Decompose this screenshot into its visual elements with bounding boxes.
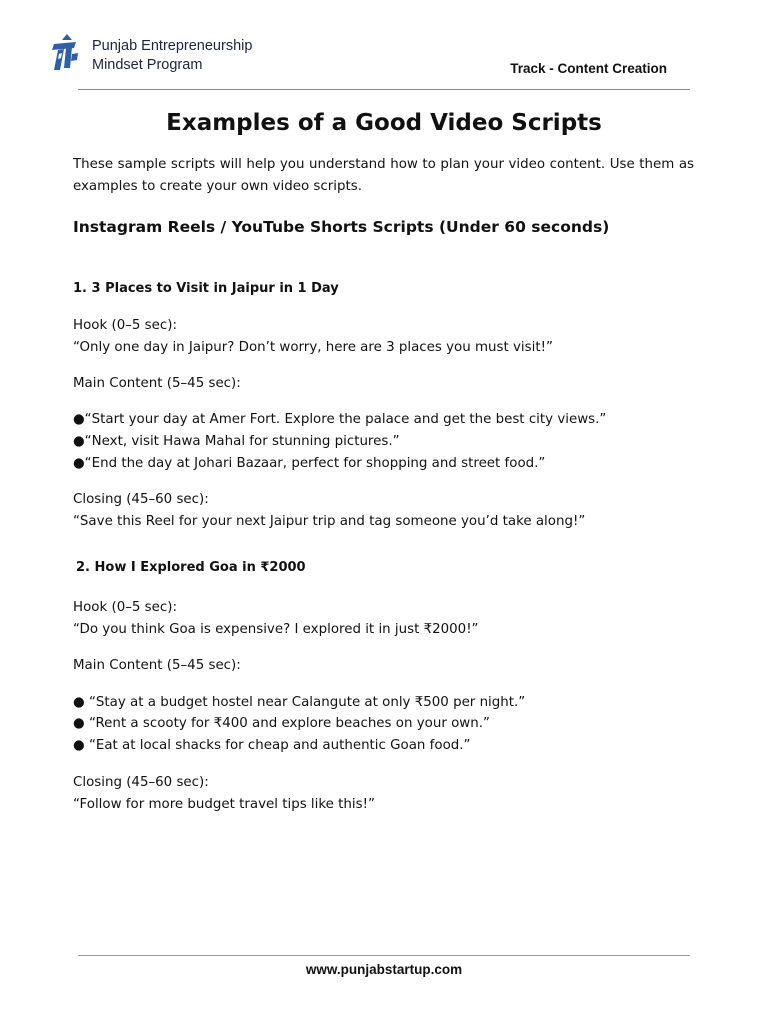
page-header — [0, 0, 768, 96]
bullet-item: ● “Rent a scooty for ₹400 and explore beaches on your own.” — [73, 716, 490, 731]
hook-label: Hook (0–5 sec): — [73, 318, 177, 333]
main-content-label: Main Content (5–45 sec): — [73, 658, 241, 673]
bullet-item: ● “Stay at a budget hostel near Calangute at only ₹500 per night.” — [73, 695, 526, 710]
track-label: Track - Content Creation — [510, 61, 667, 76]
section-heading: Instagram Reels / YouTube Shorts Scripts (Under 60 seconds) — [73, 218, 610, 236]
page-title: Examples of a Good Video Scripts — [166, 110, 602, 136]
bullet-item: ●“Start your day at Amer Fort. Explore the palace and get the best city views.” — [73, 412, 607, 427]
rocket-logo-icon — [50, 34, 80, 70]
main-content-label: Main Content (5–45 sec): — [73, 376, 241, 391]
footer-url[interactable]: www.punjabstartup.com — [305, 962, 463, 977]
org-name-line2: Mindset Program — [92, 57, 203, 73]
bullet-item: ●“End the day at Johari Bazaar, perfect for shopping and street food.” — [73, 456, 546, 471]
footer-divider — [78, 955, 690, 956]
hook-text: “Do you think Goa is expensive? I explored it in just ₹2000!” — [73, 622, 479, 637]
closing-text: “Save this Reel for your next Jaipur trip and tag someone you’d take along!” — [73, 514, 586, 529]
org-name-line1: Punjab Entrepreneurship — [92, 38, 253, 54]
bullet-item: ●“Next, visit Hawa Mahal for stunning pictures.” — [73, 434, 400, 449]
hook-label: Hook (0–5 sec): — [73, 600, 177, 615]
example-title: 1. 3 Places to Visit in Jaipur in 1 Day — [73, 281, 339, 296]
intro-paragraph: These sample scripts will help you understand how to plan your video content. Use them as examples to create your own video scripts. — [73, 157, 694, 194]
header-divider — [78, 89, 690, 90]
closing-text: “Follow for more budget travel tips like this!” — [73, 797, 375, 812]
closing-label: Closing (45–60 sec): — [73, 775, 209, 790]
closing-label: Closing (45–60 sec): — [73, 492, 209, 507]
hook-text: “Only one day in Jaipur? Don’t worry, here are 3 places you must visit!” — [73, 340, 553, 355]
bullet-item: ● “Eat at local shacks for cheap and authentic Goan food.” — [73, 738, 471, 753]
org-name — [92, 37, 252, 75]
example-title: 2. How I Explored Goa in ₹2000 — [76, 560, 306, 575]
